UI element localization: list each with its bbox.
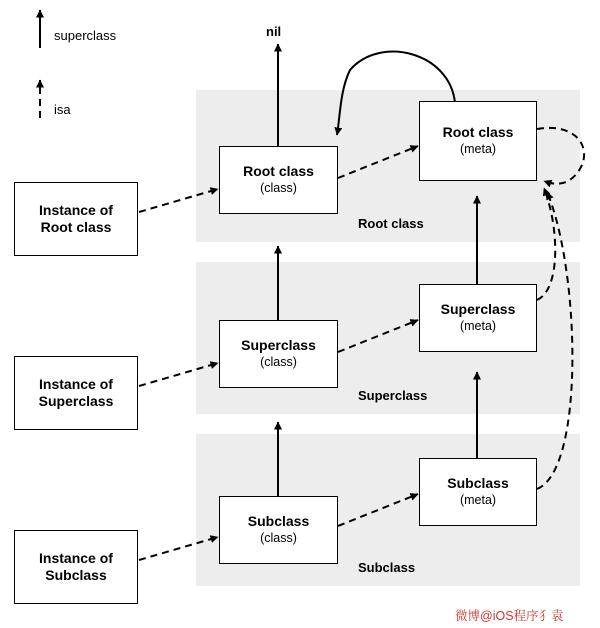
band-label-root-class: Root class (358, 216, 424, 231)
instance-of-subclass-box[interactable] (14, 530, 138, 604)
subclass-meta-line1: Subclass (447, 475, 509, 492)
instance-subclass-line1: Instance of (39, 549, 113, 566)
band-label-subclass: Subclass (358, 560, 416, 575)
instance-superclass-line2: Superclass (38, 393, 114, 409)
root-class-meta-line2: (meta) (459, 141, 497, 156)
watermark-label: 微博@iOS程序犭袁 (455, 609, 564, 623)
root-class-class-line2: (class) (260, 180, 297, 195)
instance-subclass-line2: Subclass (45, 567, 107, 583)
subclass-meta-box[interactable] (419, 458, 537, 526)
root-class-meta-box[interactable] (419, 101, 537, 181)
instance-of-superclass-box[interactable] (14, 356, 138, 430)
superclass-meta-box[interactable] (419, 284, 537, 352)
band-label-superclass: Superclass (358, 388, 428, 403)
nil-label: nil (266, 24, 282, 39)
superclass-meta-line1: Superclass (440, 301, 516, 318)
subclass-meta-line2: (meta) (459, 492, 497, 507)
instance-superclass-line1: Instance of (39, 375, 113, 392)
subclass-class-line1: Subclass (247, 513, 310, 530)
legend-isa-label: isa (54, 102, 71, 117)
instance-root-line2: Root class (40, 219, 112, 235)
root-class-class-box[interactable] (219, 146, 338, 214)
superclass-meta-line2: (meta) (459, 318, 497, 333)
subclass-class-box[interactable] (219, 496, 338, 564)
superclass-class-line2: (class) (260, 354, 297, 369)
instance-of-root-class-box[interactable] (14, 182, 138, 256)
root-class-class-line1: Root class (243, 163, 314, 180)
superclass-class-line1: Superclass (241, 337, 316, 354)
subclass-class-line2: (class) (260, 530, 297, 545)
legend-superclass-label: superclass (54, 28, 117, 43)
instance-root-line1: Instance of (39, 201, 113, 218)
root-class-meta-line1: Root class (442, 124, 514, 141)
superclass-class-box[interactable] (219, 320, 338, 388)
